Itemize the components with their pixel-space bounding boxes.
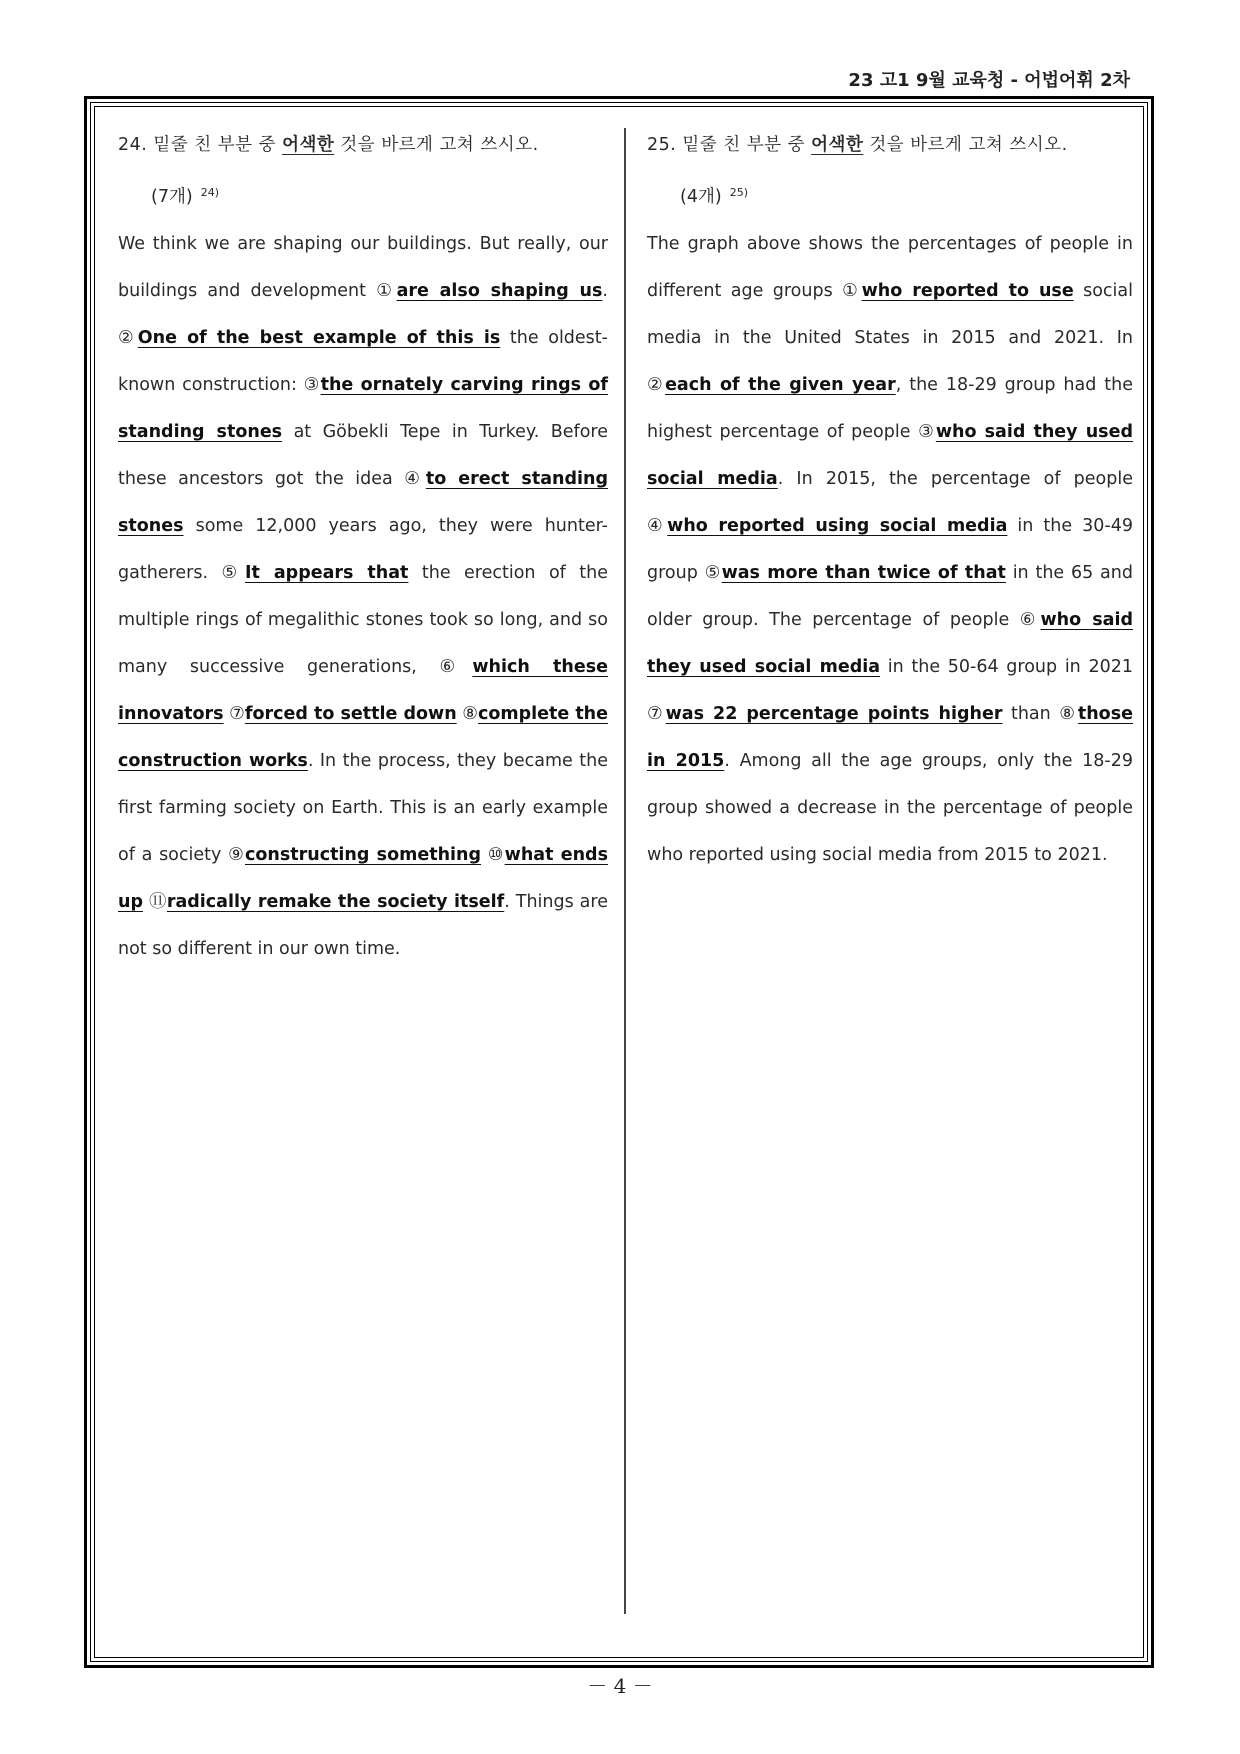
underlined-phrase: One of the best example of this is xyxy=(137,328,501,348)
underlined-phrase: who reported to use xyxy=(861,281,1074,301)
passage-text: than ⑧ xyxy=(1002,704,1078,724)
underlined-phrase: It appears that xyxy=(245,563,409,583)
passage-text: the erection of the multiple rings of megalithic stones took so long, and so many successive generations, ⑥ xyxy=(118,563,608,677)
passage-text: . In the process, they became the first farming society on Earth. This is an early example of a society ⑨ xyxy=(118,751,608,865)
question-25-title xyxy=(647,122,1133,169)
underlined-phrase: what ends up xyxy=(118,845,608,912)
question-24-count xyxy=(118,169,608,221)
passage-text: . In 2015, the percentage of people ④ xyxy=(647,469,1133,536)
question-24-title-keyword: 어색한 xyxy=(282,135,335,155)
underlined-phrase: radically remake the society itself xyxy=(166,892,505,912)
underlined-phrase: which these innovators xyxy=(118,657,609,724)
underlined-phrase: was 22 percentage points higher xyxy=(665,704,1003,724)
underlined-phrase: who reported using social media xyxy=(667,516,1008,536)
passage-text: in the 50-64 group in 2021 ⑦ xyxy=(647,657,1133,724)
question-25-title-suffix: 것을 바르게 고쳐 쓰시오. xyxy=(863,135,1068,155)
passage-text: We think we are shaping our buildings. But really, our buildings and development xyxy=(118,234,608,301)
question-25-title-keyword: 어색한 xyxy=(811,135,864,155)
question-25-footnote: 25) xyxy=(729,186,748,199)
passage-text: ⑦ xyxy=(223,704,245,724)
question-24 xyxy=(118,122,608,973)
passage-text: ① xyxy=(376,281,397,301)
passage-text: ⑪ xyxy=(143,892,167,912)
question-25 xyxy=(647,122,1133,879)
passage-text: ⑩ xyxy=(481,845,505,865)
passage-text: social media in the United States in 2015 and 2021. In ② xyxy=(647,281,1133,395)
underlined-phrase: each of the given year xyxy=(665,375,896,395)
underlined-phrase: those in 2015 xyxy=(647,704,1133,771)
passage-text: some 12,000 years ago, they were hunter-gatherers. ⑤ xyxy=(118,516,608,583)
passage-text: The graph above shows the percentages of people in different age groups ① xyxy=(647,234,1133,301)
passage-text: . Among all the age groups, only the 18-29 group showed a decrease in the percentage of people who reported using social media from 2015 to 2021. xyxy=(647,751,1133,865)
passage-text: ⑧ xyxy=(456,704,478,724)
passage-text: in the 30-49 group ⑤ xyxy=(647,516,1133,583)
page-number: － 4 － xyxy=(587,1674,653,1698)
question-24-count-text: (7개) xyxy=(151,187,193,207)
question-24-title xyxy=(118,122,608,169)
question-24-passage xyxy=(118,221,608,973)
underlined-phrase: complete the construction works xyxy=(118,704,609,771)
question-24-footnote: 24) xyxy=(200,186,219,199)
underlined-phrase: forced to settle down xyxy=(244,704,457,724)
passage-text: in the 65 and older group. The percentage of people ⑥ xyxy=(647,563,1133,630)
underlined-phrase: was more than twice of that xyxy=(721,563,1006,583)
question-25-passage xyxy=(647,221,1133,879)
underlined-phrase: are also shaping us xyxy=(396,281,603,301)
underlined-phrase: the ornately carving rings of standing stones xyxy=(118,375,609,442)
passage-text: . ② xyxy=(118,281,608,348)
question-25-count xyxy=(647,169,1133,221)
passage-text: , the 18-29 group had the highest percentage of people ③ xyxy=(647,375,1133,442)
passage-text: . Things are not so different in our own time. xyxy=(118,892,608,959)
page-header-title: 23 고1 9월 교육청 - 어법어휘 2차 xyxy=(848,70,1130,91)
underlined-phrase: constructing something xyxy=(244,845,482,865)
underlined-phrase: to erect standing stones xyxy=(118,469,608,536)
passage-text: at Göbekli Tepe in Turkey. Before these ancestors got the idea ④ xyxy=(118,422,609,489)
column-divider xyxy=(624,128,626,1614)
underlined-phrase: who said they used social media xyxy=(647,422,1133,489)
underlined-phrase: who said they used social media xyxy=(647,610,1133,677)
passage-text: the oldest-known construction: ③ xyxy=(118,328,608,395)
question-24-title-suffix: 것을 바르게 고쳐 쓰시오. xyxy=(334,135,539,155)
question-25-title-prefix: 25. 밑줄 친 부분 중 xyxy=(647,135,812,155)
question-25-count-text: (4개) xyxy=(680,187,722,207)
question-24-title-prefix: 24. 밑줄 친 부분 중 xyxy=(118,135,283,155)
